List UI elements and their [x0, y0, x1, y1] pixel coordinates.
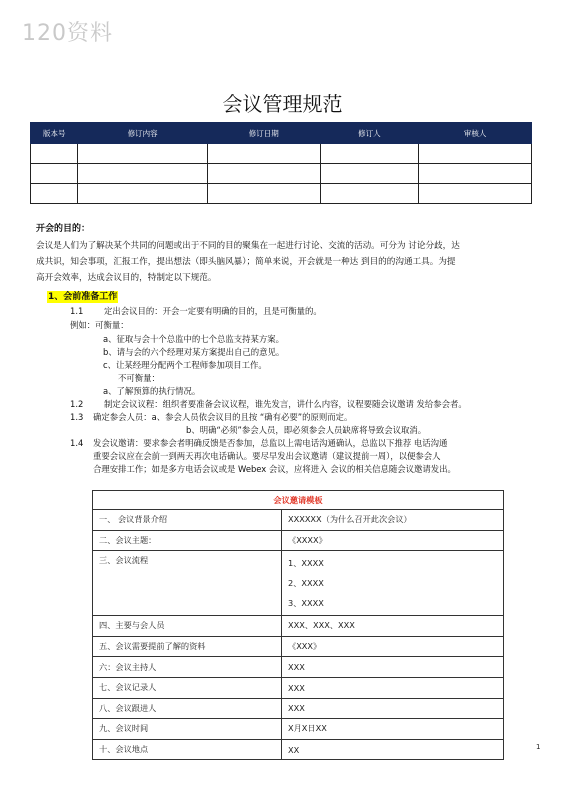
- table-cell[interactable]: [207, 144, 320, 164]
- item-text: 例如：可衡量：: [70, 320, 129, 330]
- row-value[interactable]: X月X日XX: [282, 719, 504, 740]
- item-text: a、征取与会十个总监中的七个总监支持某方案。: [103, 334, 285, 344]
- flow-step: 3、XXXX: [288, 598, 324, 609]
- paragraph-line: 高开会效率，达成会议目的，特制定以下规范。: [36, 273, 217, 283]
- row-label: 六：会议主持人: [93, 657, 282, 678]
- table-cell[interactable]: [207, 164, 320, 184]
- row-label: 三、会议流程: [93, 551, 282, 616]
- page-title: 会议管理规范: [222, 92, 343, 116]
- table-cell[interactable]: [320, 184, 419, 204]
- row-value[interactable]: XXX: [282, 677, 504, 698]
- item-text: 不可衡量：: [118, 373, 160, 383]
- table-row: [93, 530, 504, 551]
- row-label: 十、会议地点: [93, 739, 282, 760]
- table-cell[interactable]: [78, 184, 207, 204]
- section1-heading: 1、会前准备工作: [48, 292, 118, 302]
- flow-step: 2、XXXX: [288, 578, 324, 589]
- row-value[interactable]: [282, 551, 504, 616]
- row-value[interactable]: 《XXX》: [282, 636, 504, 657]
- table-row: [93, 719, 504, 740]
- table-row: [93, 636, 504, 657]
- table-cell[interactable]: [78, 164, 207, 184]
- item-text: b、请与会的六个经理对某方案提出自己的意见。: [103, 347, 285, 357]
- row-value[interactable]: XXX、XXX、XXX: [282, 616, 504, 637]
- table-cell[interactable]: [207, 184, 320, 204]
- table-row: [31, 164, 532, 184]
- item-number: 1.4: [70, 438, 84, 448]
- item-text: a、了解预算的执行情况。: [103, 386, 201, 396]
- invitation-template-table: [92, 490, 504, 760]
- item-text: 发会议邀请：要求参会者明确反馈是否参加，总监以上需电话沟通确认，总监以下推荐 电话沟通: [93, 438, 448, 448]
- paragraph-line: 成共识，知会事项，汇报工作，提出想法（即头脑风暴）；简单来说，开会就是一种达 到目的的沟通工具。为提: [36, 257, 456, 267]
- row-label: 二、会议主题：: [93, 530, 282, 551]
- header-reviewer: 审核人: [419, 123, 532, 144]
- revision-header-row: [31, 123, 532, 144]
- row-value[interactable]: XXXXXX（为什么召开此次会议）: [282, 510, 504, 531]
- table-cell[interactable]: [31, 144, 78, 164]
- item-text: c、让某经理分配两个工程师参加项目工作。: [103, 360, 267, 370]
- row-value[interactable]: 《XXXX》: [282, 530, 504, 551]
- header-version: 版本号: [31, 123, 78, 144]
- table-cell[interactable]: [78, 144, 207, 164]
- item-text: 重要会议应在会前一到两天再次电话确认。要尽早发出会议邀请（建议提前一周），以便参会人: [93, 451, 441, 461]
- row-label: 五、会议需要提前了解的资料: [93, 636, 282, 657]
- table-row: [93, 698, 504, 719]
- table-cell[interactable]: [320, 144, 419, 164]
- purpose-paragraph: [36, 238, 532, 286]
- table-cell[interactable]: [320, 164, 419, 184]
- table-cell[interactable]: [419, 144, 532, 164]
- item-text: b、明确“必须”参会人员，即必须参会人员缺席将导致会议取消。: [186, 425, 427, 435]
- row-label: 一、 会议背景介绍: [93, 510, 282, 531]
- item-text: 合理安排工作；如是多方电话会议或是 Webex 会议，应将进入 会议的相关信息随会议邀请发出。: [93, 464, 456, 474]
- purpose-heading: 开会的目的：: [36, 224, 91, 234]
- watermark: 120资料: [22, 21, 113, 46]
- table-cell[interactable]: [31, 164, 78, 184]
- row-label: 八、会议跟进人: [93, 698, 282, 719]
- table-row: [93, 616, 504, 637]
- item-text: 制定会议议程：组织者要准备会议议程，谁先发言，讲什么内容，议程要随会议邀请 发给参会者。: [104, 399, 467, 409]
- table-row: [93, 551, 504, 616]
- item-text: 确定参会人员：a、参会人员依会议目的且按 “确有必要”的原则而定。: [93, 412, 353, 422]
- invitation-template-title: 会议邀请模板: [93, 491, 504, 510]
- revision-table: [30, 122, 532, 204]
- page-number: 1: [536, 743, 541, 751]
- header-reviser: 修订人: [320, 123, 419, 144]
- row-label: 七、会议记录人: [93, 677, 282, 698]
- header-revision-date: 修订日期: [207, 123, 320, 144]
- item-number: 1.3: [70, 412, 84, 422]
- row-value[interactable]: XXX: [282, 657, 504, 678]
- flow-step: 1、XXXX: [288, 558, 324, 569]
- table-row: [93, 739, 504, 760]
- table-header-row: [93, 491, 504, 510]
- row-value[interactable]: XXX: [282, 698, 504, 719]
- table-cell[interactable]: [419, 184, 532, 204]
- header-revision-content: 修订内容: [78, 123, 207, 144]
- table-row: [31, 184, 532, 204]
- table-row: [93, 677, 504, 698]
- item-number: 1.2: [70, 399, 84, 409]
- item-text: 定出会议目的：开会一定要有明确的目的，且是可衡量的。: [104, 306, 322, 316]
- row-value[interactable]: XX: [282, 739, 504, 760]
- table-cell[interactable]: [31, 184, 78, 204]
- row-label: 四、主要与会人员: [93, 616, 282, 637]
- paragraph-line: 会议是人们为了解决某个共同的问题或出于不同的目的聚集在一起进行讨论、交流的活动。可分为 讨论分歧，达: [36, 241, 460, 251]
- table-row: [93, 510, 504, 531]
- table-row: [93, 657, 504, 678]
- table-row: [31, 144, 532, 164]
- item-number: 1.1: [70, 306, 84, 316]
- table-cell[interactable]: [419, 164, 532, 184]
- row-label: 九、会议时间: [93, 719, 282, 740]
